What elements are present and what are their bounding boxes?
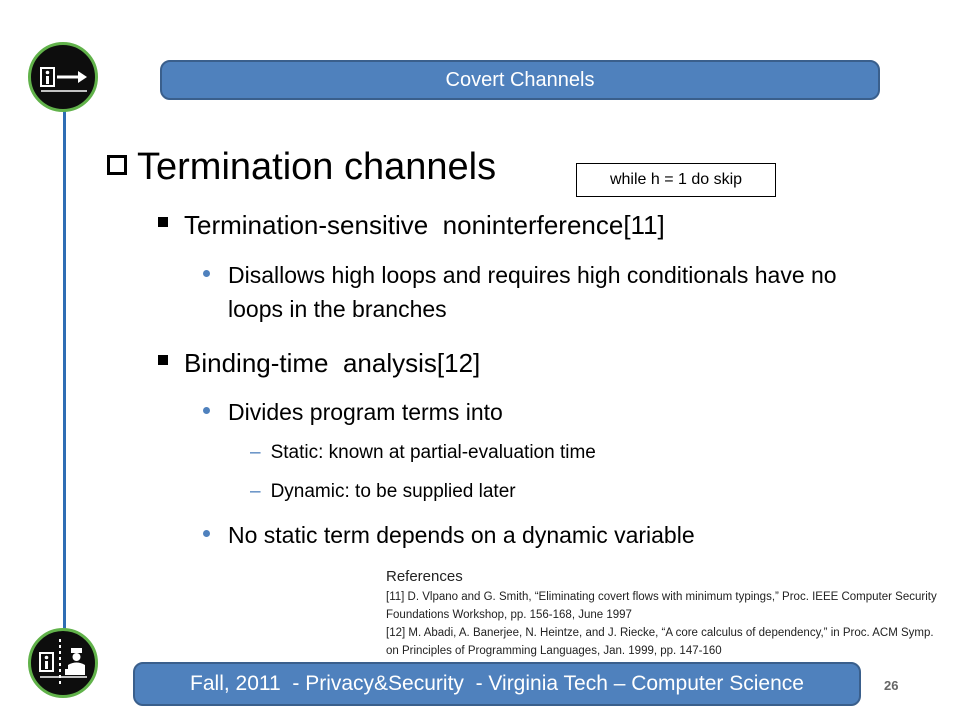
code-snippet-box bbox=[576, 163, 776, 197]
checkbox-bullet-icon bbox=[107, 155, 127, 175]
dash-bullet-icon: – bbox=[250, 481, 261, 502]
bullet-level4 bbox=[250, 440, 596, 466]
square-bullet-icon bbox=[158, 217, 168, 227]
bullet-text: Disallows high loops and requires high conditionals have no loops in the branches bbox=[228, 262, 837, 322]
code-snippet: while h = 1 do skip bbox=[609, 171, 743, 188]
main-heading bbox=[107, 143, 496, 191]
info-arrow-icon bbox=[28, 42, 98, 112]
bullet-level3 bbox=[203, 518, 893, 552]
main-heading-text: Termination channels bbox=[137, 146, 497, 188]
bullet-text: Binding-time analysis[12] bbox=[184, 348, 481, 378]
page-number: 26 bbox=[884, 678, 899, 693]
reference-entry: [11] D. Vlpano and G. Smith, “Eliminating covert flows with minimum typings,” Proc. IEEE Computer Security Foundations Workshop, pp. 156-168, June 1997 bbox=[386, 591, 937, 621]
bullet-level3 bbox=[203, 258, 893, 326]
bullet-text: Divides program terms into bbox=[228, 399, 503, 425]
slide-title-bar bbox=[160, 60, 880, 100]
references-block bbox=[386, 566, 946, 660]
footer-text: Fall, 2011 - Privacy&Security - Virginia Tech – Computer Science bbox=[190, 672, 804, 695]
vertical-guide-line bbox=[63, 110, 66, 635]
references-heading: References bbox=[386, 568, 463, 585]
dot-bullet-icon bbox=[203, 530, 210, 537]
reference-entry: [12] M. Abadi, A. Banerjee, N. Heintze, and J. Riecke, “A core calculus of dependency,” in Proc. ACM Symp. on Principles of Programming Languages, Jan. 1999, pp. 147-160 bbox=[386, 627, 934, 657]
dot-bullet-icon bbox=[203, 407, 210, 414]
footer-bar bbox=[133, 662, 861, 706]
square-bullet-icon bbox=[158, 355, 168, 365]
bullet-text: No static term depends on a dynamic variable bbox=[228, 522, 695, 548]
bullet-level4 bbox=[250, 479, 516, 505]
bullet-level2 bbox=[158, 346, 480, 380]
bullet-level3 bbox=[203, 395, 893, 429]
dash-bullet-icon: – bbox=[250, 442, 261, 463]
bullet-text: Termination-sensitive noninterference[11] bbox=[184, 210, 665, 240]
bullet-text: Dynamic: to be supplied later bbox=[270, 481, 516, 502]
bullet-level2 bbox=[158, 208, 665, 242]
info-officer-icon bbox=[28, 628, 98, 698]
dot-bullet-icon bbox=[203, 270, 210, 277]
bullet-text: Static: known at partial-evaluation time bbox=[270, 442, 596, 463]
slide-title: Covert Channels bbox=[445, 69, 595, 91]
